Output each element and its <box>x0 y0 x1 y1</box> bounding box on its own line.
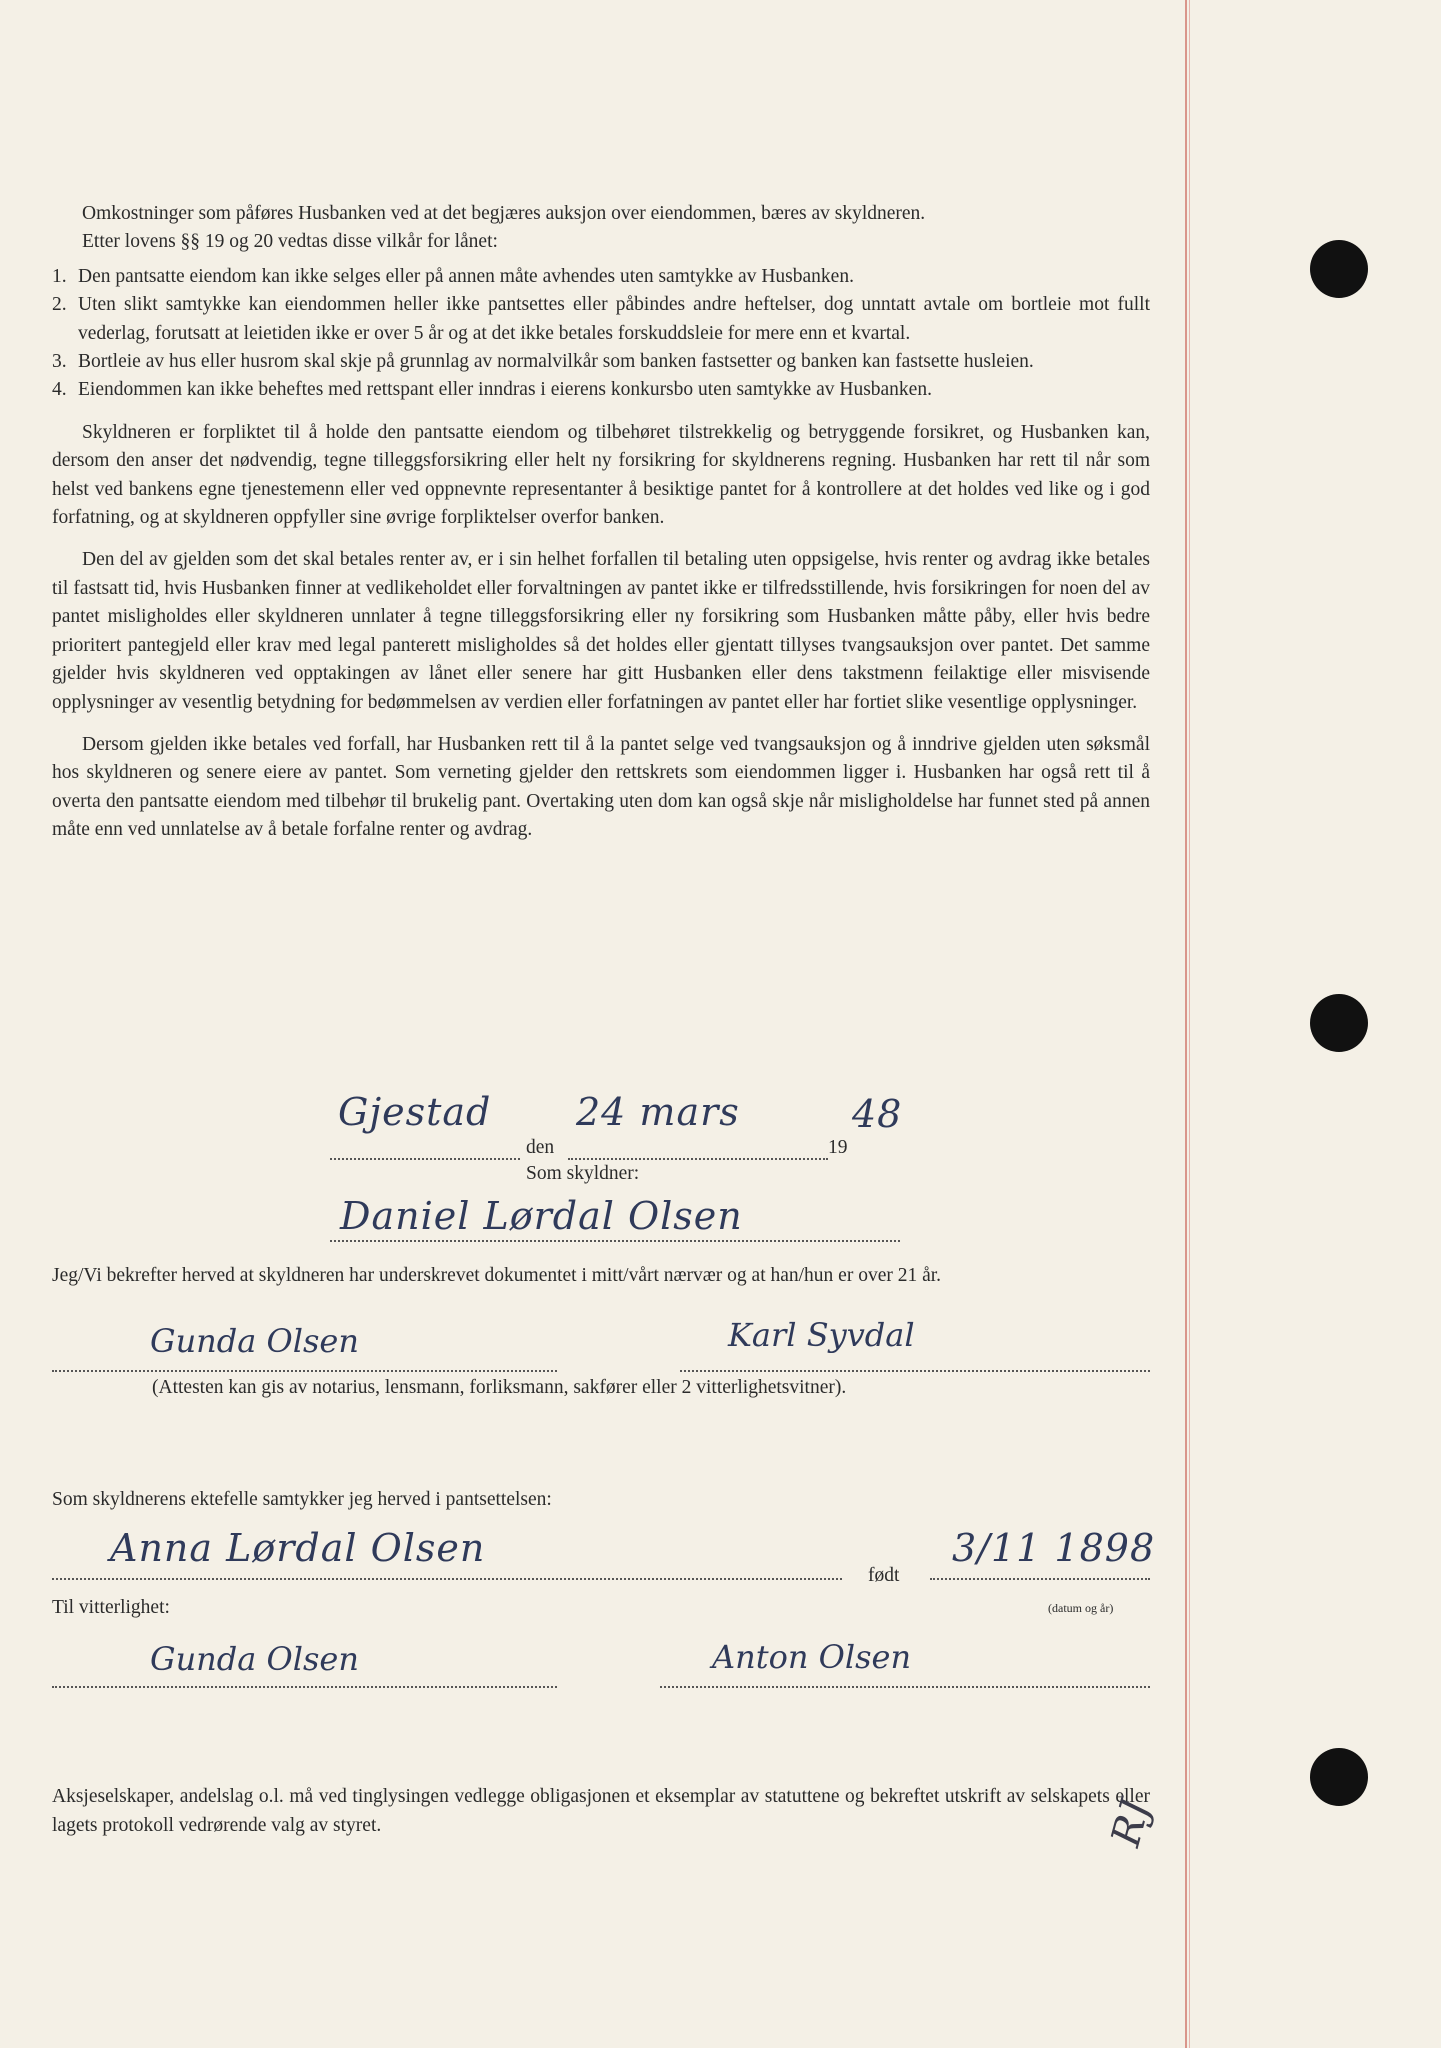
condition-item: 3. Bortleie av hus eller husrom skal skje på grunnlag av normalvilkår som banken fastsetter og banken kan fastsette husleien. <box>52 351 1034 373</box>
initials: RJ <box>1102 1794 1160 1852</box>
witness-note: (Attesten kan gis av notarius, lensmann, forliksmann, sakfører eller 2 vitterlighetsvitner). <box>152 1377 847 1398</box>
spouse-witness-2: Anton Olsen <box>712 1638 912 1676</box>
place-line <box>330 1158 520 1160</box>
signing-date: 24 mars <box>576 1090 740 1134</box>
condition-item: 4. Eiendommen kan ikke beheftes med rettspant eller inndras i eierens konkursbo uten samtykke av Husbanken. <box>52 379 932 401</box>
debtor-label: Som skyldner: <box>526 1163 640 1184</box>
born-date: 3/11 1898 <box>952 1526 1156 1570</box>
footer-note: Aksjeselskaper, andelslag o.l. må ved tinglysingen vedlegge obligasjonen et eksemplar av statuttene og bekreftet utskrift av selskapets eller lagets protokoll vedrørende valg av styret. <box>52 1786 1150 1836</box>
spouse-witness-line-1 <box>52 1686 557 1688</box>
spouse-line <box>52 1578 842 1580</box>
spouse-signature: Anna Lørdal Olsen <box>110 1526 486 1570</box>
debtor-line <box>330 1240 900 1242</box>
debtor-signature: Daniel Lørdal Olsen <box>340 1194 743 1238</box>
witness-signature-1: Gunda Olsen <box>150 1322 359 1360</box>
default-paragraph: Den del av gjelden som det skal betales renter av, er i sin helhet forfallen til betaling uten oppsigelse, hvis renter og avdrag ikke betales til fastsatt tid, hvis Husbanken finner at vedlikeholdet eller forvaltningen av pantet ikke er tilfredsstillende, hvis forsikringen for noen del av pantet misligholdes eller skyldneren unnlater å tegne tilleggsforsikring eller ny forsikring som Husbanken måtte påby, eller hvis bedre prioritert pantegjeld eller krav med legal panterett misligholdes så det holdes eller gjentatt tillyses tvangsauksjon over pantet. Det samme gjelder hvis skyldneren ved opptakingen av lånet eller senere har gitt Husbanken eller dens takstmenn feilaktige eller misvisende opplysninger av vesentlig betydning for bedømmelsen av verdien eller forfatningen av pantet eller har fortiet slike vesentlige opplysninger. <box>52 549 1150 713</box>
witness-label: Til vitterlighet: <box>52 1597 170 1618</box>
born-line <box>930 1578 1150 1580</box>
intro-paragraph-1: Omkostninger som påføres Husbanken ved at det begjæres auksjon over eiendommen, bæres av skyldneren. <box>82 203 926 224</box>
conditions-list <box>52 263 1150 405</box>
spouse-witness-line-2 <box>660 1686 1150 1688</box>
enforcement-paragraph: Dersom gjelden ikke betales ved forfall, har Husbanken rett til å la pantet selge ved tvangsauksjon og å inndrive gjelden uten søksmål hos skyldneren og senere eiere av pantet. Som verneting gjelder den rettskrets som eiendommen ligger i. Husbanken har også rett til å overta den pantsatte eiendom med tilbehør til brukelig pant. Overtaking uten dom kan også skje når misligholdelse har funnet sted på annen måte enn ved unnlatelse av å betale forfalne renter og avdrag. <box>52 733 1150 841</box>
condition-item: 2. Uten slikt samtykke kan eiendommen heller ikke pantsettes eller påbindes andre heftelser, dog unntatt avtale om bortleie mot fullt vederlag, forutsatt at leietiden ikke er over 5 år og at det ikke betales forskuddsleie for mere enn et kvartal. <box>52 294 1150 344</box>
terms-text <box>52 200 1150 845</box>
margin-rule-secondary <box>1189 0 1190 2048</box>
signing-place: Gjestad <box>338 1090 492 1134</box>
punch-hole-bottom <box>1310 1748 1368 1806</box>
witness-statement: Jeg/Vi bekrefter herved at skyldneren har underskrevet dokumentet i mitt/vårt nærvær og at han/hun er over 21 år. <box>52 1265 942 1286</box>
condition-item: 1. Den pantsatte eiendom kan ikke selges eller på annen måte avhendes uten samtykke av Husbanken. <box>52 265 854 287</box>
intro-paragraph-2: Etter lovens §§ 19 og 20 vedtas disse vilkår for lånet: <box>82 231 498 253</box>
year-prefix: 19 <box>828 1137 848 1158</box>
witness-line-2 <box>680 1370 1150 1372</box>
den-label: den <box>526 1137 555 1158</box>
insurance-paragraph: Skyldneren er forpliktet til å holde den pantsatte eiendom og tilbehøret tilstrekkelig og betryggende forsikret, og Husbanken kan, dersom den anser det nødvendig, tegne tilleggsforsikring eller helt ny forsikring for skyldnerens regning. Husbanken har rett til når som helst ved bankens egne tjenestemenn eller ved oppnevnte representanter å besiktige pantet for å kontrollere at det holdes ved like og i god forfatning, og at skyldneren oppfyller sine øvrige forpliktelser overfor banken. <box>52 421 1150 529</box>
witness-signature-2: Karl Syvdal <box>728 1316 915 1354</box>
date-note: (datum og år) <box>1048 1601 1114 1615</box>
punch-hole-middle <box>1310 994 1368 1052</box>
punch-hole-top <box>1310 240 1368 298</box>
born-label: født <box>868 1565 900 1586</box>
spouse-statement: Som skyldnerens ektefelle samtykker jeg herved i pantsettelsen: <box>52 1489 552 1510</box>
year-suffix: 48 <box>852 1092 903 1136</box>
witness-line-1 <box>52 1370 557 1372</box>
spouse-witness-1: Gunda Olsen <box>150 1640 359 1678</box>
margin-rule <box>1185 0 1187 2048</box>
